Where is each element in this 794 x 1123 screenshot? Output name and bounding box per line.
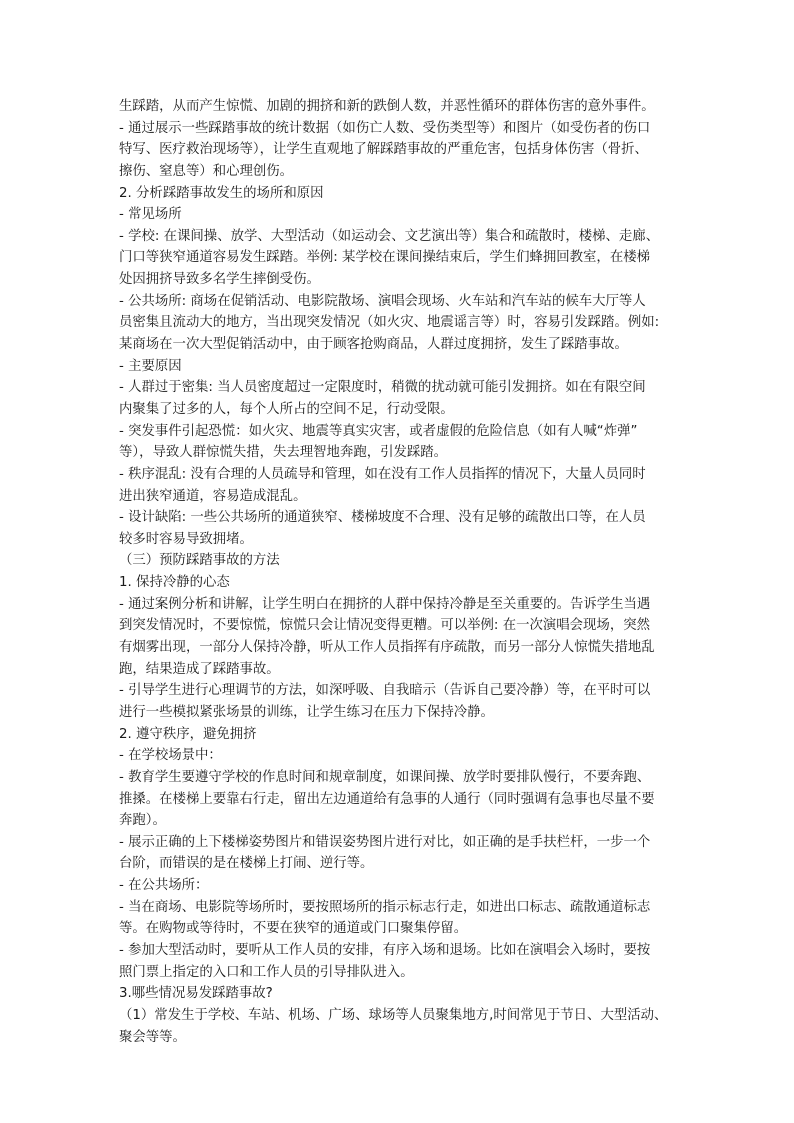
text-line: 跑，结果造成了踩踏事故。 (119, 661, 280, 677)
text-line: - 设计缺陷: 一些公共场所的通道狭窄、楼梯坡度不合理、没有足够的疏散出口等，在人员 (119, 510, 646, 526)
text-line: 推搡。在楼梯上要靠右行走，留出左边通道给有急事的人通行（同时强调有急事也尽量不要 (119, 791, 655, 807)
text-line: - 突发事件引起恐慌：如火灾、地震等真实灾害，或者虚假的危险信息（如有人喊“炸弹” (119, 423, 638, 439)
text-line: 生踩踏，从而产生惊慌、加剧的拥挤和新的跌倒人数，并恶性循环的群体伤害的意外事件。 (119, 99, 655, 114)
section-heading: 2. 遵守秩序，避免拥挤 (119, 726, 257, 742)
text-line: 内聚集了过多的人，每个人所占的空间不足，行动受限。 (119, 401, 454, 417)
text-line: 进行一些模拟紧张场景的训练，让学生练习在压力下保持冷静。 (119, 704, 494, 720)
text-line: - 在公共场所： (119, 878, 209, 894)
text-line: 特写、医疗救治现场等），让学生直观地了解踩踏事故的严重危害，包括身体伤害（骨折、 (119, 142, 648, 158)
text-line: - 人群过于密集: 当人员密度超过一定限度时，稍微的扰动就可能引发拥挤。如在有限空间 (119, 380, 646, 396)
section-heading: 2. 分析踩踏事故发生的场所和原因 (119, 185, 324, 201)
text-line: 等。在购物或等待时，不要在狭窄的通道或门口聚集停留。 (119, 921, 468, 937)
text-line: 等），导致人群惊慌失措，失去理智地奔跑，引发踩踏。 (119, 445, 448, 461)
text-line: 进出狭窄通道，容易造成混乱。 (119, 488, 307, 504)
text-line: 某商场在一次大型促销活动中，由于顾客抢购商品，人群过度拥挤，发生了踩踏事故。 (119, 337, 628, 353)
text-line: - 学校: 在课间操、放学、大型活动（如运动会、文艺演出等）集合和疏散时，楼梯、走廊、 (119, 228, 660, 244)
section-heading: （三）预防踩踏事故的方法 (119, 553, 280, 569)
document-body (119, 96, 685, 1048)
text-line: - 通过展示一些踩踏事故的统计数据（如伤亡人数、受伤类型等）和图片（如受伤者的伤口 (119, 120, 651, 136)
text-line: - 常见场所 (119, 207, 182, 223)
text-line: - 主要原因 (119, 358, 182, 374)
text-line: - 参加大型活动时，要听从工作人员的安排，有序入场和退场。比如在演唱会入场时，要按 (119, 942, 651, 958)
text-line: - 教育学生要遵守学校的作息时间和规章制度，如课间操、放学时要排队慢行，不要奔跑、 (119, 769, 651, 785)
text-line: - 展示正确的上下楼梯姿势图片和错误姿势图片进行对比，如正确的是手扶栏杆，一步一个 (119, 834, 651, 850)
text-line: 处因拥挤导致多名学生摔倒受伤。 (119, 272, 320, 288)
text-line: 员密集且流动大的地方，当出现突发情况（如火灾、地震谣言等）时，容易引发踩踏。例如: (119, 315, 660, 331)
text-line: - 在学校场景中： (119, 748, 222, 764)
section-heading: 3.哪些情况易发踩踏事故? (119, 986, 273, 1002)
text-line: 到突发情况时，不要惊慌，惊慌只会让情况变得更糟。可以举例: 在一次演唱会现场，突然 (119, 618, 650, 634)
text-line: - 公共场所: 商场在促销活动、电影院散场、演唱会现场、火车站和汽车站的候车大厅等人 (119, 293, 646, 309)
text-line: 有烟雾出现，一部分人保持冷静，听从工作人员指挥有序疏散，而另一部分人惊慌失措地乱 (119, 640, 655, 656)
text-line: （1）常发生于学校、车站、机场、广场、球场等人员聚集地方,时间常见于节日、大型活动、 (119, 1007, 668, 1023)
text-line: 聚会等等。 (119, 1029, 186, 1045)
text-line: 奔跑）。 (119, 813, 166, 829)
section-heading: 1. 保持冷静的心态 (119, 575, 230, 591)
text-line: 较多时容易导致拥堵。 (119, 531, 253, 547)
text-line: - 通过案例分析和讲解，让学生明白在拥挤的人群中保持冷静是至关重要的。告诉学生当遇 (119, 596, 651, 612)
text-line: - 当在商场、电影院等场所时，要按照场所的指示标志行走，如进出口标志、疏散通道标志 (119, 899, 651, 915)
text-line: - 引导学生进行心理调节的方法，如深呼吸、自我暗示（告诉自己要冷静）等，在平时可以 (119, 683, 651, 699)
text-line: 台阶，而错误的是在楼梯上打闹、逆行等。 (119, 856, 374, 872)
text-line: - 秩序混乱: 没有合理的人员疏导和管理，如在没有工作人员指挥的情况下，大量人员同时 (119, 466, 646, 482)
text-line: 擦伤、窒息等）和心理创伤。 (119, 163, 294, 179)
text-line: 门口等狭窄通道容易发生踩踏。举例: 某学校在课间操结束后，学生们蜂拥回教室，在楼梯 (119, 250, 650, 266)
text-line: 照门票上指定的入口和工作人员的引导排队进入。 (119, 964, 414, 980)
